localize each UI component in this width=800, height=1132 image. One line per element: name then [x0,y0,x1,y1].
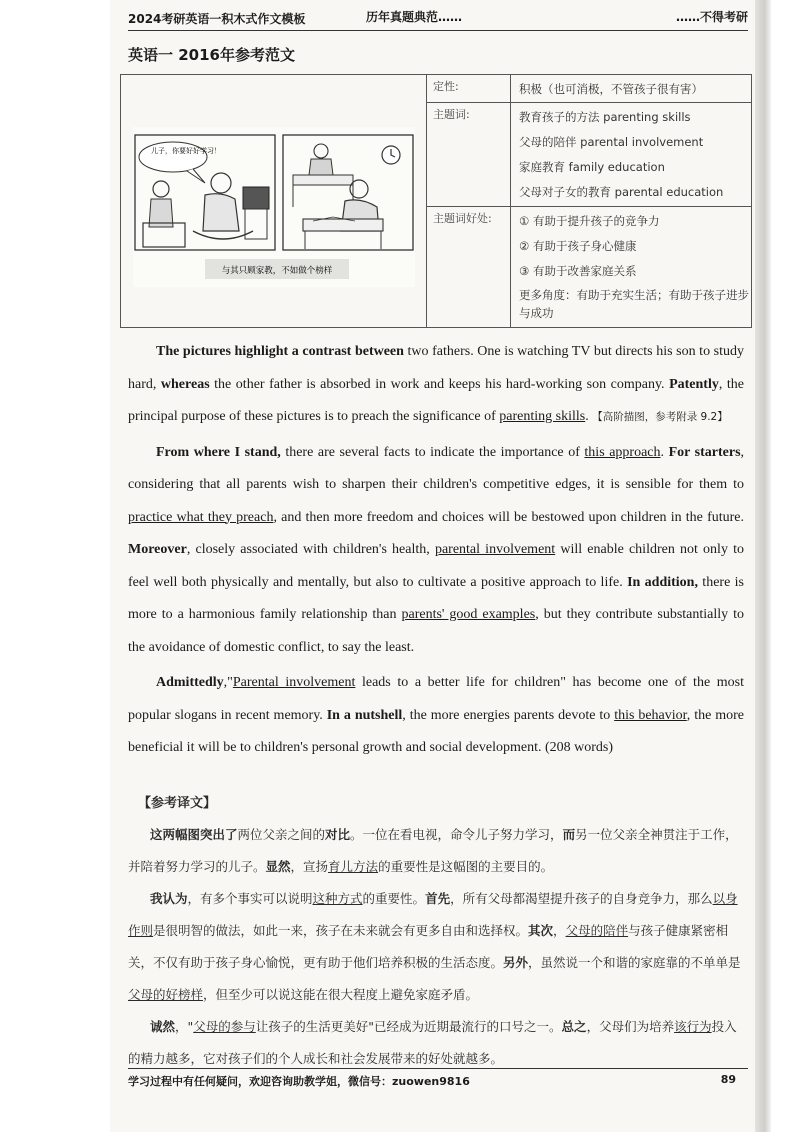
text-run: , the more energies parents devote to [402,707,615,723]
translation-paragraph-3 [128,1011,744,1075]
bold-phrase: 我认为 [150,891,188,906]
text-run: . [585,409,593,424]
underlined-phrase: Parental involvement [232,675,356,690]
underlined-phrase: 育儿方法 [328,859,379,874]
translation-paragraph-2 [128,883,744,1011]
cartoon-caption: 与其只顾家教，不如做个榜样 [221,266,333,276]
row-keywords [427,103,751,207]
bold-phrase: In a nutshell [326,707,403,723]
row-label: 主题词: [427,103,511,206]
text-run: , but they contribute substantially to the avoidance of domestic conflict, to say the least. [128,607,744,655]
text-run: ，" [175,1019,194,1034]
cartoon-illustration [133,127,415,287]
essay-paragraph-3 [128,667,744,765]
bold-phrase: 而 [562,827,576,842]
value-line: 家庭教育 family education [519,160,665,174]
bold-phrase: For starters [668,444,741,460]
text-run: there is more to a harmonious family relationship than [128,574,744,622]
page-footer [128,1068,748,1093]
row-benefits [427,207,751,327]
text-run: 与孩子健康紧密相关，不仅有助于孩子身心愉悦，更有助于他们培养积极的生活态度。 [128,923,729,970]
bold-phrase: 另外 [503,955,529,970]
underlined-phrase: 该行为 [674,1019,712,1034]
value-line: ② 有助于孩子身心健康 [519,239,637,253]
essay [128,336,744,765]
row-values [519,209,749,322]
text-run: 两位父亲之间的 [237,827,326,842]
underlined-phrase: this behavior [614,707,687,723]
bold-phrase: 首先 [425,891,451,906]
text-run: 的重要性是这幅图的主要目的。 [378,859,554,874]
translation-heading: 【参考译文】 [138,796,217,811]
text-run: , considering that all parents wish to sharpen their children's competitive edges, it is sensible for them to [128,444,745,492]
footer-contact: 学习过程中有任何疑问，欢迎咨询助教学姐，微信号：zuowen9816 [128,1075,470,1088]
underlined-phrase: 父母的陪伴 [565,923,629,938]
text-run: leads to a better life for children" has become one of the most popular slogans in recent memory. [128,675,744,723]
text-run: 投入的精力越多，它对孩子们的个人成长和社会发展带来的好处就越多。 [128,1019,737,1066]
value-line: 更多角度：有助于充实生活；有助于孩子进步与成功 [519,288,749,320]
cartoon-panel [121,75,427,327]
row-label: 定性: [427,75,511,102]
value-line: 教育孩子的方法 parenting skills [519,110,691,124]
text-run: will enable children not only to feel well both physically and mentally, but also to cultivate a positive approach to life. [128,542,744,590]
underlined-phrase: parents' good examples [401,607,536,622]
translation [128,792,744,1075]
row-attitude [427,75,751,103]
row-values [519,77,749,102]
bold-phrase: Moreover [128,542,187,557]
text-run: 让孩子的生活更美好"已经成为近期最流行的口号之一。 [255,1019,562,1034]
text-run: ，虽然说一个和谐的家庭靠的不单单是 [528,955,741,970]
bold-phrase: Patently [669,376,719,392]
bold-phrase: In addition, [627,574,698,590]
header-left: 2024考研英语一积木式作文模板 [128,12,306,26]
value-line: 父母对子女的教育 parental education [519,185,724,199]
underlined-phrase: this approach [584,444,661,460]
text-run: the other father is absorbed in work and keeps his hard-working son company. [209,376,670,392]
text-run: 的重要性。 [362,891,426,906]
page-edge [755,0,771,1132]
text-run: ," [223,675,233,690]
underlined-phrase: 这种方式 [312,891,363,906]
bold-phrase: 对比 [325,827,351,842]
bold-phrase: 这两幅图突出了 [150,827,238,842]
running-header [128,4,748,31]
row-label: 主题词好处: [427,207,511,327]
text-run: . [660,444,669,460]
bold-phrase: whereas [160,376,210,392]
text-run: ， [553,923,566,938]
essay-paragraph-2 [128,437,744,665]
essay-paragraph-1 [128,336,744,434]
value-line: ① 有助于提升孩子的竞争力 [519,214,660,228]
row-values [519,105,749,205]
text-run: 。一位在看电视，命令儿子努力学习， [350,827,563,842]
underlined-phrase: parenting skills [499,409,586,424]
text-run: ，所有父母都渴望提升孩子的自身竞争力，那么 [450,891,713,906]
text-run: , the more beneficial it will be to children's personal growth and social development. (208 words) [128,707,744,755]
text-run: ，父母们为培养 [586,1019,675,1034]
margin-note: 【高阶描图，参考附录 9.2】 [592,411,728,423]
text-run: 是很明智的做法，如此一来，孩子在未来就会有更多自由和选择权。 [153,923,529,938]
speech-bubble-text: 儿子，你要好好学习！ [151,147,221,155]
bold-phrase: 总之 [561,1019,587,1034]
text-run: ，有多个事实可以说明 [187,891,313,906]
text-run: there are several facts to indicate the importance of [280,444,585,460]
bold-phrase: From where I stand, [156,444,281,460]
text-run: ，但至少可以说这能在很大程度上避免家庭矛盾。 [203,987,479,1002]
text-run: , the principal purpose of these pictures is to preach the significance of [128,376,744,424]
underlined-phrase: 以身作则 [128,891,738,938]
text-run: , and then more freedom and choices will be bestowed upon children in the future. [273,509,745,525]
underlined-phrase: practice what they preach [128,509,274,525]
page-number: 89 [720,1073,736,1086]
value-line: 积极（也可消极，不管孩子很有害） [519,82,703,96]
info-column [427,75,751,327]
bold-phrase: 诚然 [150,1019,176,1034]
translation-paragraph-1 [128,819,744,883]
text-run: 另一位父亲全神贯注于工作，并陪着努力学习的儿子。 [128,827,738,874]
section-title: 英语一 2016年参考范文 [128,46,295,64]
bold-phrase: The pictures highlight a contrast between [156,344,404,359]
bold-phrase: 其次 [528,923,554,938]
text-run: , closely associated with children's health, [186,542,435,557]
text-run: two fathers. One is watching TV but directs his son to study hard, [128,344,744,392]
reference-table [120,74,752,328]
underlined-phrase: 父母的参与 [193,1019,256,1034]
header-right: ……不得考研 [675,10,748,24]
underlined-phrase: parental involvement [434,542,556,557]
bold-phrase: Admittedly [156,675,224,690]
value-line: ③ 有助于改善家庭关系 [519,264,637,278]
text-run: ，宣扬 [290,859,329,874]
bold-phrase: 显然 [265,859,291,874]
underlined-phrase: 父母的好榜样 [128,987,204,1002]
value-line: 父母的陪伴 parental involvement [519,135,704,149]
header-middle: 历年真题典范…… [366,10,463,24]
